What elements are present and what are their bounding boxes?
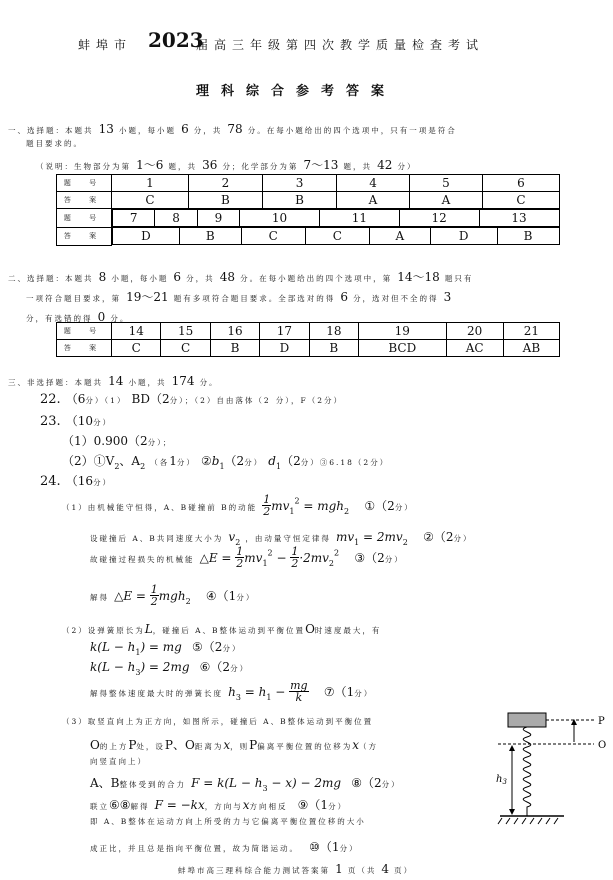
label-p: P [598,716,605,727]
section2-intro: 二、选择题：本题共 8 小题，每小题 6 分，共 48 分。在每小题给出的四个选项中，第 14～18 题只有 [8,270,474,284]
section3-intro: 三、非选择题：本题共 14 小题，共 174 分。 [8,374,219,388]
answer-table-1 [56,174,560,246]
answer-cell: D [260,340,309,357]
answer-cell: C [305,228,369,245]
q24-p1-line4: 解得 △E = $\frac{1}{2}$ mgh$_2$ ④（1分） [90,583,256,608]
answer-cell: A [337,192,410,209]
answer-cell: C [112,192,189,209]
row-label: 答 案 [57,227,112,245]
question-number: 18 [309,323,358,340]
q24-p3-line3: 向竖直向上） [90,757,147,766]
page-footer: 蚌埠市高三理科综合能力测试答案第 1 页（共 4 页） [178,862,414,876]
q24-p3-line7: 成正比，并且总是指向平衡位置，故为简谐运动。 ⑩（1分） [90,840,359,854]
row-label: 题 号 [57,175,112,192]
q24-p3-line1: （3）取竖直向上为正方向，如图所示，碰撞后 A、B整体运动到平衡位置 [62,717,374,726]
row-label: 答 案 [57,192,112,209]
answer-cell: B [179,228,241,245]
section2-line2: 一项符合题目要求，第 19～21 题有多项符合题目要求。全部选对的得 6 分，选对但不全的得 3 [26,290,452,304]
answer-cell: A [369,228,430,245]
question-number: 3 [262,175,336,192]
page-title: 理科综合参考答案 [196,84,397,99]
spring [523,727,531,816]
q24-p3-line2: O的上方P处，设P、O距离为x，则P偏离平衡位置的位移为x（方 [90,738,378,752]
exam-city: 蚌埠市 [78,38,133,52]
table-row [57,192,560,209]
exam-title: 届高三年级第四次教学质量检查考试 [196,38,485,52]
row-label: 题 号 [57,209,112,228]
table-row [57,175,560,192]
exam-year: 2023 [148,28,204,52]
question-number: 9 [197,210,239,227]
question-number: 21 [503,323,559,340]
q24-p2-line4: 解得整体速度最大时的弹簧长度 $h_3 = h_1$ − $\frac{mg}{k}$ ⑦（1分） [90,679,374,704]
block-ab [508,713,546,727]
q24-p1-line1: （1）由机械能守恒得，A、B碰撞前 B的动能 $\frac{1}{2}$ $mv_1^2 = mgh_2$ ①（2分） [62,493,414,518]
answer-cell: D [113,228,180,245]
row-label: 答 案 [57,340,112,357]
question-number: 6 [482,175,559,192]
answer-cell: B [262,192,336,209]
question-number: 2 [188,175,262,192]
question-number: 19 [359,323,447,340]
answer-cell: AC [446,340,503,357]
answer-cell: D [430,228,497,245]
answer-cell: C [161,340,210,357]
question-number: 4 [337,175,410,192]
question-number: 11 [319,210,399,227]
answer-cell: C [482,192,559,209]
question-number: 16 [210,323,259,340]
q24-p2-line3: $k(L - h_3) = 2mg$ ⑥（2分） [90,660,250,678]
answer-cell: B [188,192,262,209]
q24-p1-line3: 故碰撞过程损失的机械能 △E = $\frac{1}{2}$ $mv_1^2$ − $\frac{1}{2}$ $\cdot 2mv_2^2$ ③（2分） [90,545,404,570]
table-row [57,323,560,340]
answer-table-2 [56,322,560,357]
q23-heading: 23. （10分） [40,414,113,429]
spring-figure [494,708,608,826]
ground-hatch [498,818,558,824]
answer-cell: AB [503,340,559,357]
question-number: 7 [113,210,155,227]
table-row [57,209,560,228]
q22-answer: 22. （6分）（1） BD（2分）；（2）自由落体（2 分），F（2分） [40,392,343,407]
section1-line2: 题目要求的。 [26,139,83,148]
question-number: 12 [399,210,479,227]
answer-cell: B [309,340,358,357]
answer-cell: BCD [359,340,447,357]
answer-cell: B [497,228,559,245]
question-number: 10 [240,210,320,227]
answer-cell: B [210,340,259,357]
question-number: 1 [112,175,189,192]
question-number: 13 [479,210,559,227]
question-number: 20 [446,323,503,340]
q24-heading: 24. （16分） [40,474,113,489]
row-label: 题 号 [57,323,112,340]
table-row [57,340,560,357]
q24-p3-line6: 即 A、B整体在运动方向上所受的力与它偏离平衡位置位移的大小 [90,817,366,826]
answer-cell: C [112,340,161,357]
q23-part1: （1）0.900（2分）； [62,434,173,448]
q24-p2-line1: （2）设弹簧原长为L，碰撞后 A、B整体运动到平衡位置O时速度最大，有 [62,622,382,636]
question-number: 5 [409,175,482,192]
label-h3: $h_3$ [496,774,507,786]
question-number: 17 [260,323,309,340]
section1-intro: 一、选择题：本题共 13 小题，每小题 6 分，共 78 分。在每小题给出的四个选项中，只有一项是符合 [8,122,457,136]
answer-cell: A [409,192,482,209]
answer-cell: C [241,228,305,245]
section1-note: （说明：生物部分为第 1～6 题，共 36 分；化学部分为第 7～13 题，共 42 分） [36,158,417,172]
q24-p2-line2: $k(L - h_1)$ = mg ⑤（2分） [90,640,242,658]
question-number: 15 [161,323,210,340]
label-o: O [598,740,607,751]
q24-p1-line2: 设碰撞后 A、B共同速度大小为 $v_2$ ，由动量守恒定律得 $mv_1 = 2mv_2$ ②（2分） [90,530,473,548]
section2-line3: 分，有选错的得 0 分。 [26,310,130,324]
question-number: 8 [155,210,197,227]
question-number: 14 [112,323,161,340]
q23-part2: $(2)①V_2$、$A_2$ （各1分） $②b_1(2$分） $d_1(2$分）③6.18（2分） [62,454,390,472]
q24-p3-line4: A、B整体受到的合力 $F = k(L - h_3 - x) - 2mg$ ⑧（2分） [90,776,401,794]
q24-p3-line5: 联立⑥⑧解得 F = −kx，方向与x方向相反 ⑨（1分） [90,798,348,812]
table-row [57,227,560,245]
